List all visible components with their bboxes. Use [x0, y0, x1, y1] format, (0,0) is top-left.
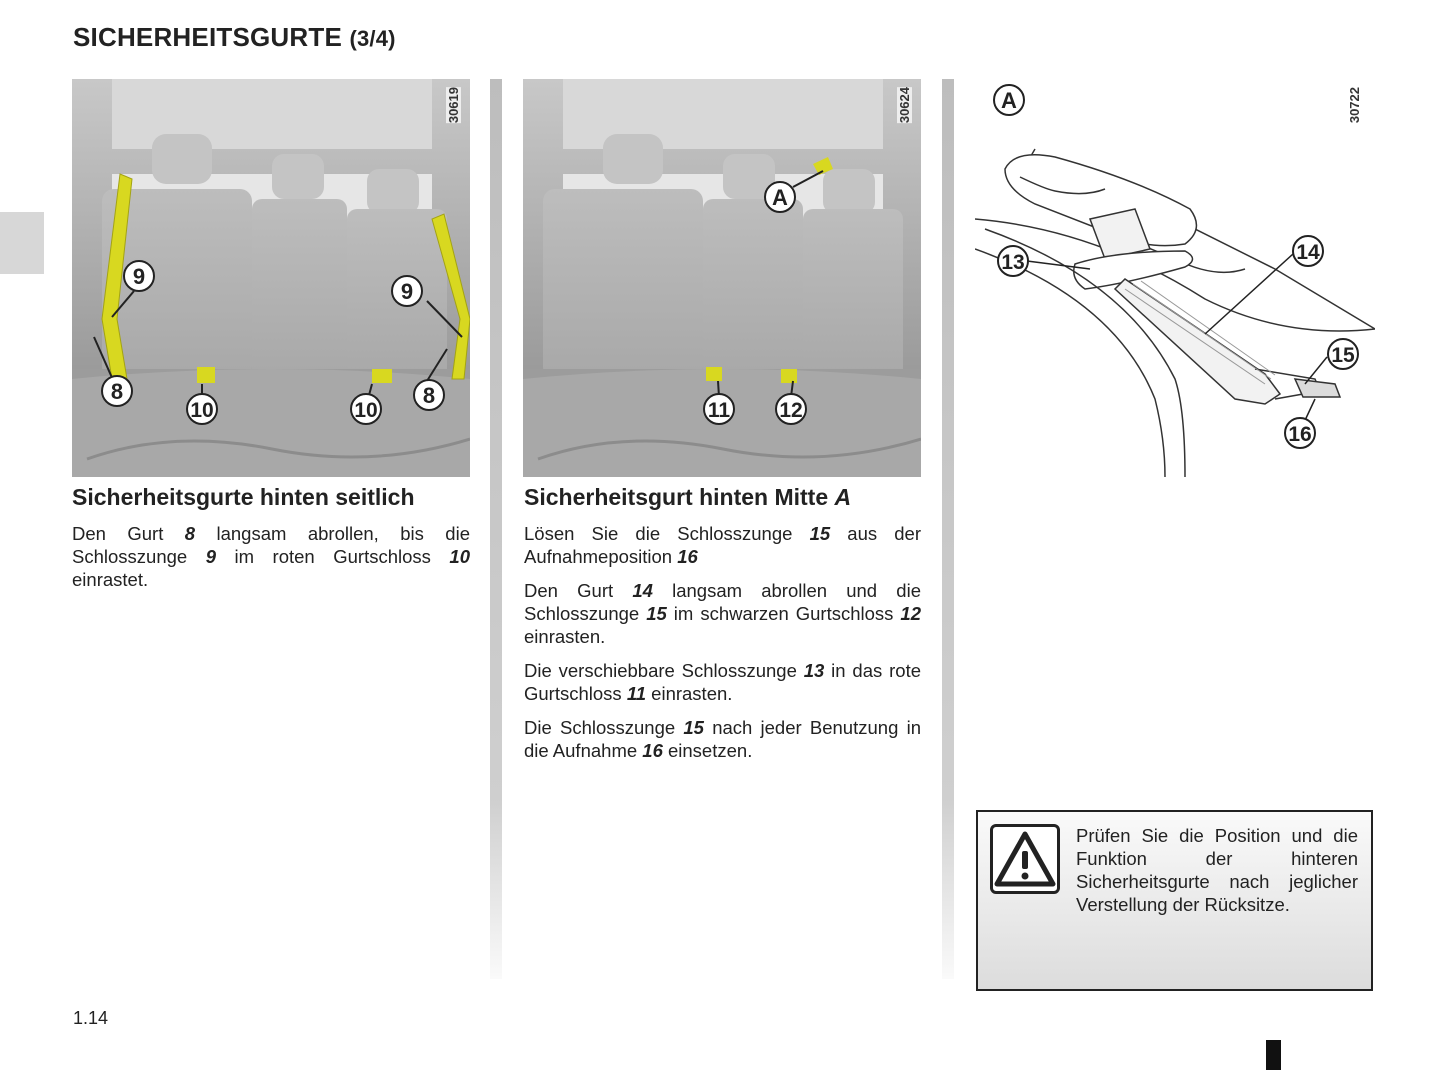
callout-A-drawing [994, 85, 1024, 115]
rear-seat-center-photo-illustration [523, 79, 921, 477]
callout-A-drawing-label: A [1001, 88, 1017, 113]
chapter-tab [0, 212, 44, 274]
callout-10-right-label: 10 [354, 399, 378, 422]
callout-A-photo [765, 182, 795, 212]
callout-8-left-label: 8 [110, 379, 124, 404]
callout-8-right [414, 380, 444, 410]
column-divider-1 [490, 79, 502, 979]
callout-A-photo-label: A [772, 185, 788, 210]
figure-code: 30619 [446, 87, 461, 124]
callout-9-left-label: 9 [132, 264, 146, 289]
title-part: (3/4) [349, 26, 396, 51]
callout-9-left [124, 261, 154, 291]
warning-box [976, 810, 1373, 991]
center-belt-step-3: Die verschiebbare Schlosszunge 13 in das rote Gurtschloss 11 einrasten. [524, 660, 921, 704]
figure-belt-detail-drawing [975, 79, 1375, 477]
callout-11 [704, 394, 734, 424]
callout-15-label: 15 [1331, 344, 1355, 367]
callout-14-label: 14 [1296, 241, 1320, 264]
warning-triangle-icon [990, 824, 1060, 894]
callout-8-left [102, 376, 132, 406]
callout-12-label: 12 [779, 399, 803, 422]
callout-16 [1285, 418, 1315, 448]
callout-10-left-label: 10 [190, 399, 214, 422]
page-title [73, 22, 396, 53]
section-heading-side-belts: Sicherheitsgurte hinten seitlich [72, 484, 415, 510]
title-main: SICHERHEITSGURTE [73, 22, 343, 52]
center-belt-step-4: Die Schlosszunge 15 nach jeder Benutzung in die Aufnahme 16 einsetzen. [524, 717, 921, 761]
callout-10-right [351, 394, 381, 424]
figure-rear-side-belts [72, 79, 470, 477]
callout-14 [1293, 236, 1323, 266]
figure-rear-center-belt [523, 79, 921, 477]
callout-9-right-label: 9 [400, 279, 414, 304]
belt-detail-illustration [975, 79, 1375, 477]
center-belt-step-1: Lösen Sie die Schlosszunge 15 aus der Aufnahmeposition 16 [524, 523, 921, 567]
page-number: 1.14 [73, 1008, 109, 1028]
callout-9-right [392, 276, 422, 306]
callout-11-label: 11 [707, 399, 731, 422]
section-heading-center-belt: Sicherheitsgurt hinten Mitte A [524, 484, 852, 510]
figure-code: 30722 [1347, 87, 1362, 124]
callout-16-label: 16 [1288, 423, 1312, 446]
callout-13 [998, 246, 1028, 276]
center-belt-step-2: Den Gurt 14 langsam abrollen und die Schlosszunge 15 im schwarzen Gurtschloss 12 einrasten. [524, 580, 921, 647]
column-divider-2 [942, 79, 954, 979]
page-edge-marker [1266, 1040, 1281, 1070]
callout-13-label: 13 [1001, 251, 1025, 274]
side-belts-instruction: Den Gurt 8 langsam abrollen, bis die Schlosszunge 9 im roten Gurtschloss 10 einrastet. [72, 523, 470, 590]
rear-seat-photo-illustration [72, 79, 470, 477]
callout-15 [1328, 339, 1358, 369]
callout-12 [776, 394, 806, 424]
callout-10-left [187, 394, 217, 424]
warning-text: Prüfen Sie die Position und die Funktion der hinteren Sicherheitsgurte nach jeglicher Verstellung der Rücksitze. [1076, 825, 1358, 915]
figure-code: 30624 [897, 87, 912, 124]
callout-8-right-label: 8 [422, 383, 436, 408]
